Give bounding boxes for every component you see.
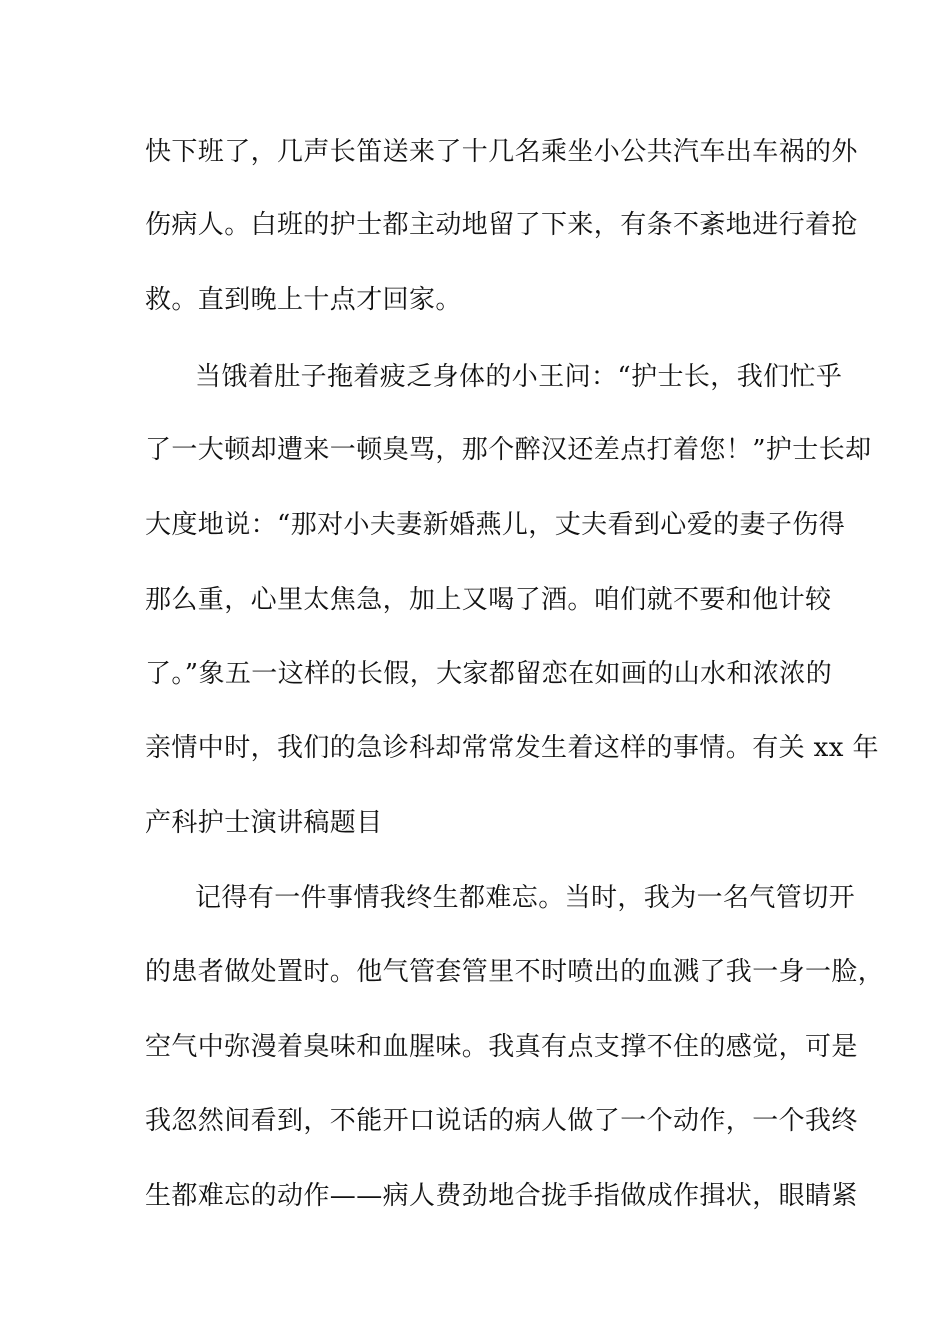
text-line: 那么重，心里太焦急，加上又喝了酒。咱们就不要和他计较 <box>145 585 832 615</box>
text-line: 我忽然间看到，不能开口说话的病人做了一个动作，一个我终 <box>145 1106 858 1136</box>
paragraph-first-line: 记得有一件事情我终生都难忘。当时，我为一名气管切开 <box>195 883 856 913</box>
text-line: 救。直到晚上十点才回家。 <box>145 285 462 315</box>
text-line: 伤病人。白班的护士都主动地留了下来，有条不紊地进行着抢 <box>145 210 858 240</box>
text-line: 大度地说：“那对小夫妻新婚燕儿，丈夫看到心爱的妻子伤得 <box>145 510 846 540</box>
text-line: 了。”象五一这样的长假，大家都留恋在如画的山水和浓浓的 <box>145 659 833 689</box>
text-line: 生都难忘的动作——病人费劲地合拢手指做成作揖状，眼睛紧 <box>145 1181 858 1211</box>
text-line: 快下班了，几声长笛送来了十几名乘坐小公共汽车出车祸的外 <box>145 137 858 167</box>
text-line: 产科护士演讲稿题目 <box>145 808 383 838</box>
text-line: 的患者做处置时。他气管套管里不时喷出的血溅了我一身一脸， <box>145 957 885 987</box>
text-line: 了一大顿却遭来一顿臭骂，那个醉汉还差点打着您！”护士长却 <box>145 435 872 465</box>
paragraph-first-line: 当饿着肚子拖着疲乏身体的小王问：“护士长，我们忙乎 <box>195 362 843 392</box>
text-line: 空气中弥漫着臭味和血腥味。我真有点支撑不住的感觉，可是 <box>145 1032 858 1062</box>
text-line: 亲情中时，我们的急诊科却常常发生着这样的事情。有关 xx 年 <box>145 733 879 763</box>
